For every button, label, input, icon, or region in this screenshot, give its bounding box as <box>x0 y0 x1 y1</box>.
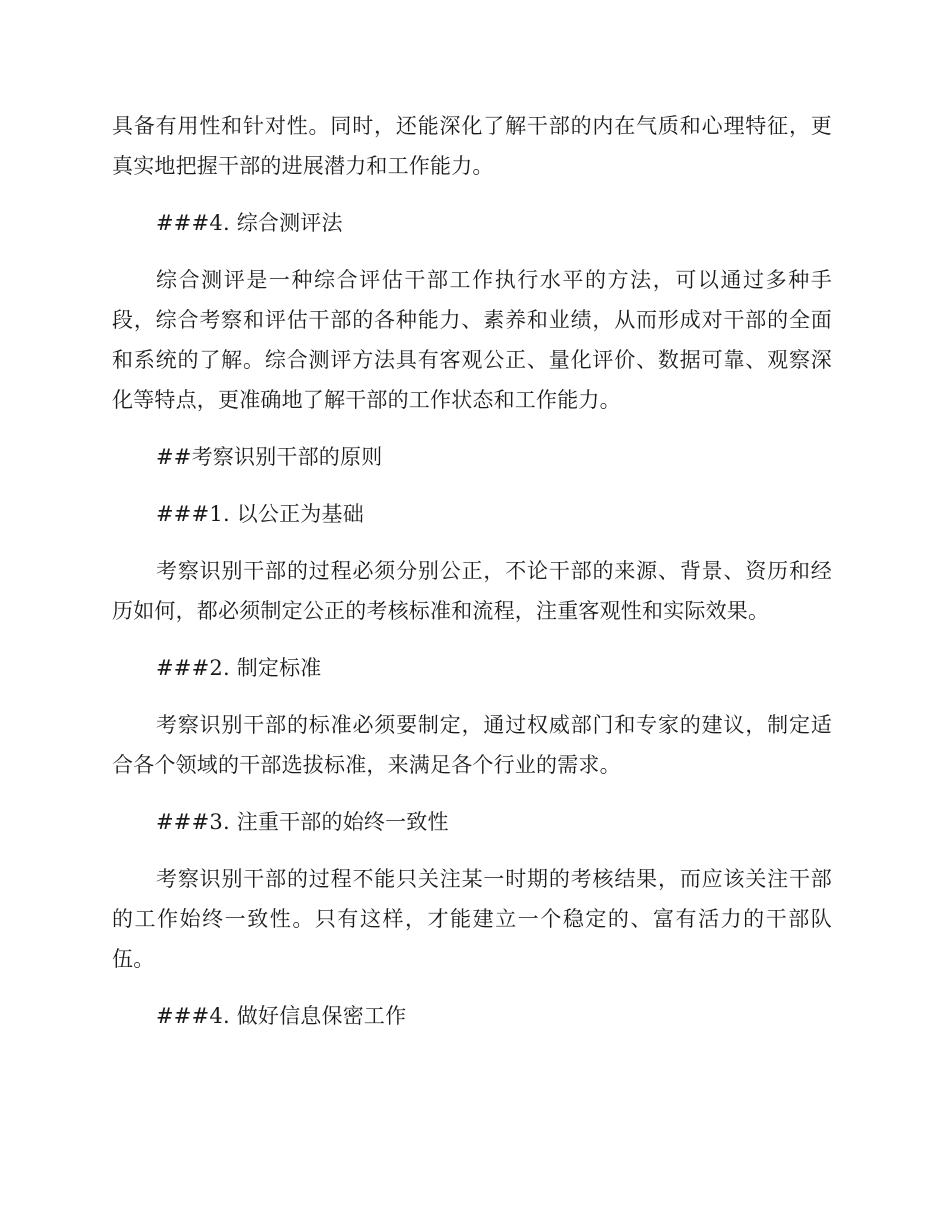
heading-confidentiality: ###4. 做好信息保密工作 <box>156 1004 407 1028</box>
paragraph-standards: 考察识别干部的标准必须要制定，通过权威部门和专家的建议，制定适合各个领域的干部选拔标准，来满足各个行业的需求。 <box>112 713 832 777</box>
paragraph-continued: 具备有用性和针对性。同时，还能深化了解干部的内在气质和心理特征，更真实地把握干部的进展潜力和工作能力。 <box>112 114 832 178</box>
paragraph-consistency: 考察识别干部的过程不能只关注某一时期的考核结果，而应该关注干部的工作始终一致性。只有这样，才能建立一个稳定的、富有活力的干部队伍。 <box>112 867 832 971</box>
heading-comprehensive-evaluation: ###4. 综合测评法 <box>156 211 343 235</box>
heading-principles: ##考察识别干部的原则 <box>156 445 383 469</box>
paragraph-comprehensive-evaluation: 综合测评是一种综合评估干部工作执行水平的方法，可以通过多种手段，综合考察和评估干部的各种能力、素养和业绩，从而形成对干部的全面和系统的了解。综合测评方法具有客观公正、量化评价、数据可靠、观察深化等特点，更准确地了解干部的工作状态和工作能力。 <box>112 268 832 412</box>
paragraph-fairness: 考察识别干部的过程必须分别公正，不论干部的来源、背景、资历和经历如何，都必须制定公正的考核标准和流程，注重客观性和实际效果。 <box>112 559 832 623</box>
heading-consistency: ###3. 注重干部的始终一致性 <box>156 810 449 834</box>
heading-fairness: ###1. 以公正为基础 <box>156 502 364 526</box>
document-page <box>112 106 832 1053</box>
heading-standards: ###2. 制定标准 <box>156 656 322 680</box>
